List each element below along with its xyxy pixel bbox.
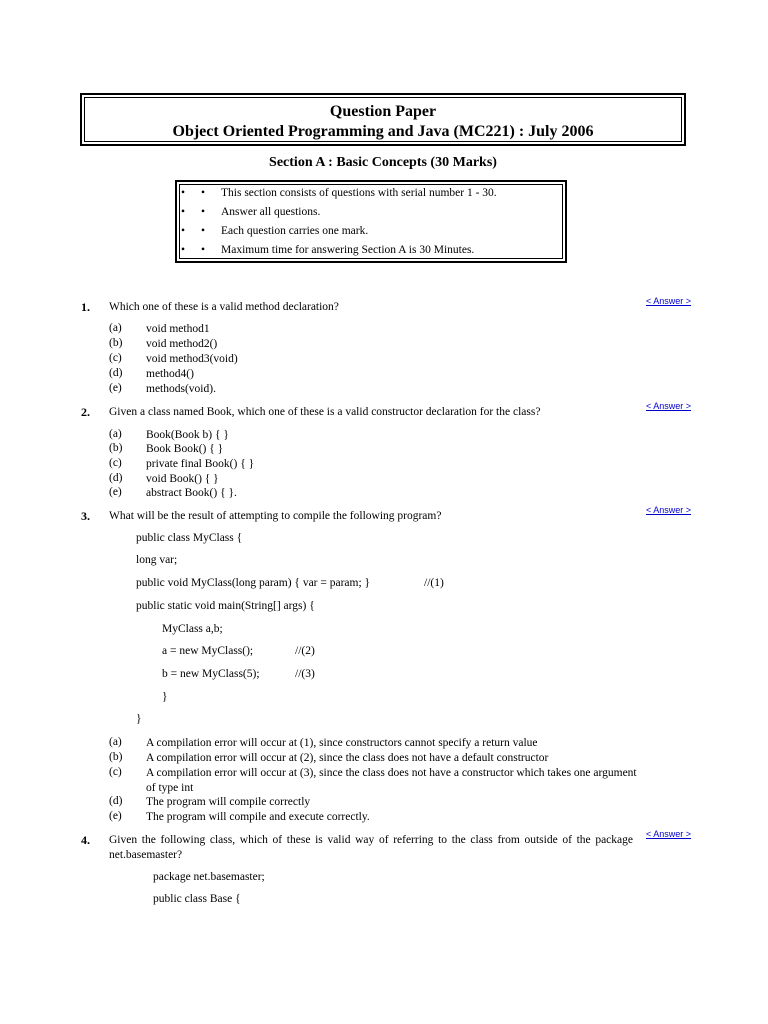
- option-label: (d): [109, 472, 123, 484]
- option-text: void method3(void): [146, 353, 238, 365]
- code-line: }: [136, 713, 142, 725]
- option-label: (d): [109, 795, 123, 807]
- option-text: private final Book() { }: [146, 458, 255, 470]
- answer-link[interactable]: < Answer >: [646, 829, 692, 839]
- option-text: method4(): [146, 368, 194, 380]
- option-text: Book(Book b) { }: [146, 429, 229, 441]
- option-text: abstract Book() { }.: [146, 487, 237, 499]
- bullet-icon: •: [201, 244, 206, 256]
- code-line: public class Base {: [153, 893, 241, 905]
- option-text: The program will compile correctly: [146, 796, 311, 808]
- option-label: (a): [109, 736, 122, 748]
- code-comment: //(1): [424, 577, 444, 589]
- question-text: What will be the result of attempting to compile the following program?: [109, 510, 442, 522]
- option-label: (c): [109, 352, 122, 364]
- paper-title: Question Paper: [329, 103, 437, 120]
- header-box: [80, 93, 686, 146]
- option-text: Book Book() { }: [146, 443, 224, 455]
- code-line: MyClass a,b;: [162, 623, 223, 635]
- option-text: A compilation error will occur at (3), since the class does not have a constructor which takes one argument of type int: [146, 767, 637, 794]
- instruction-text: Maximum time for answering Section A is 30 Minutes.: [221, 244, 475, 256]
- option-text: The program will compile and execute correctly.: [146, 811, 370, 823]
- code-line: b = new MyClass(5);: [162, 668, 260, 680]
- option-label: (c): [109, 766, 122, 778]
- code-line: public void MyClass(long param) { var = param; }: [136, 577, 371, 589]
- option-text: void method1: [146, 323, 210, 335]
- code-line: public class MyClass {: [136, 532, 243, 544]
- option-label: (d): [109, 367, 123, 379]
- answer-link[interactable]: < Answer >: [646, 296, 692, 306]
- option-text: A compilation error will occur at (1), since constructors cannot specify a return value: [146, 737, 538, 749]
- option-label: (e): [109, 382, 122, 394]
- bullet-icon: •: [181, 206, 186, 218]
- bullet-icon: •: [201, 206, 206, 218]
- answer-link[interactable]: < Answer >: [646, 401, 692, 411]
- paper-subtitle: Object Oriented Programming and Java (MC221) : July 2006: [172, 123, 594, 140]
- option-label: (a): [109, 428, 122, 440]
- instruction-text: Answer all questions.: [221, 206, 321, 218]
- bullet-icon: •: [201, 187, 206, 199]
- option-label: (e): [109, 810, 122, 822]
- option-label: (e): [109, 486, 122, 498]
- option-text: void Book() { }: [146, 473, 219, 485]
- code-line: a = new MyClass();: [162, 645, 254, 657]
- bullet-icon: •: [181, 225, 186, 237]
- instruction-text: Each question carries one mark.: [221, 225, 369, 237]
- section-title: Section A : Basic Concepts (30 Marks): [269, 155, 497, 170]
- option-text: methods(void).: [146, 383, 216, 395]
- question-number: 3.: [81, 509, 90, 523]
- question-number: 1.: [81, 300, 90, 314]
- option-label: (c): [109, 457, 122, 469]
- question-text: Given a class named Book, which one of these is a valid constructor declaration for the class?: [109, 406, 541, 418]
- option-label: (b): [109, 751, 123, 763]
- code-line: public static void main(String[] args) {: [136, 600, 315, 612]
- code-line: long var;: [136, 554, 178, 566]
- question-text: Given the following class, which of these is valid way of referring to the class from outside of the package net.basemaster?: [109, 834, 633, 861]
- question-number: 2.: [81, 405, 90, 419]
- question-number: 4.: [81, 833, 90, 847]
- question-text: Which one of these is a valid method declaration?: [109, 301, 339, 313]
- option-text: A compilation error will occur at (2), since the class does not have a default constructor: [146, 752, 549, 764]
- instruction-text: This section consists of questions with serial number 1 - 30.: [221, 187, 497, 199]
- code-line: package net.basemaster;: [153, 871, 265, 883]
- bullet-icon: •: [181, 244, 186, 256]
- code-comment: //(2): [295, 645, 315, 657]
- instructions-box: [175, 180, 567, 263]
- option-label: (a): [109, 322, 122, 334]
- option-label: (b): [109, 337, 123, 349]
- code-line: }: [162, 691, 168, 703]
- option-text: void method2(): [146, 338, 218, 350]
- bullet-icon: •: [201, 225, 206, 237]
- option-label: (b): [109, 442, 123, 454]
- bullet-icon: •: [181, 187, 186, 199]
- answer-link[interactable]: < Answer >: [646, 505, 692, 515]
- code-comment: //(3): [295, 668, 315, 680]
